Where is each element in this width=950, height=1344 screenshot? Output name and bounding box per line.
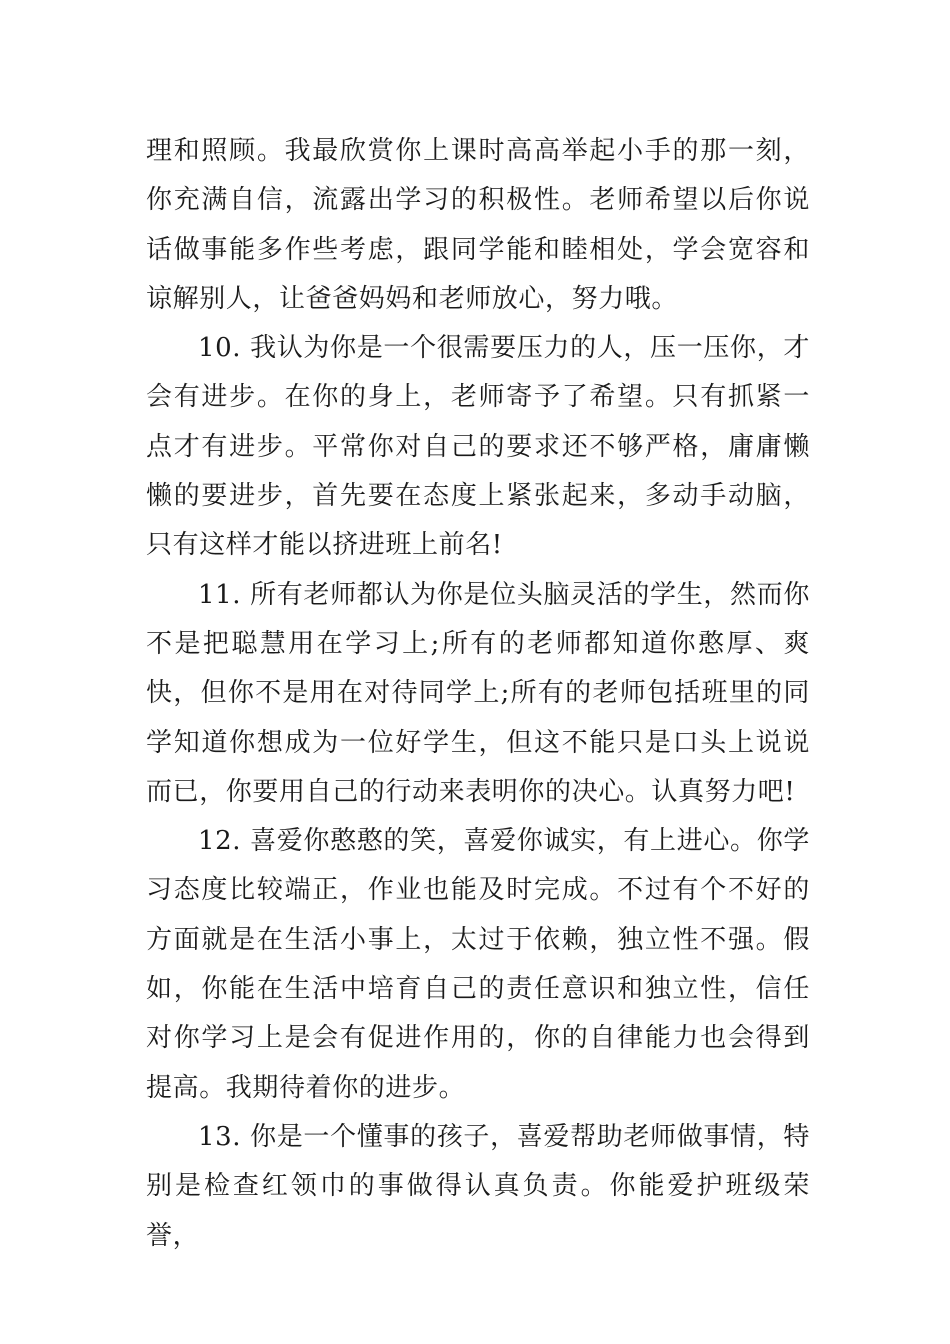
paragraph-item-10: 10. 我认为你是一个很需要压力的人，压一压你，才会有进步。在你的身上，老师寄予了希望。只有抓紧一点才有进步。平常你对自己的要求还不够严格，庸庸懒懒的要进步，首先要在态度上紧张起来，多动手动脑，只有这样才能以挤进班上前名! <box>146 333 810 561</box>
paragraph-item-12: 12. 喜爱你憨憨的笑，喜爱你诚实，有上进心。你学习态度比较端正，作业也能及时完成。不过有个不好的方面就是在生活小事上，太过于依赖，独立性不强。假如，你能在生活中培育自己的责任意识和独立性，信任对你学习上是会有促进作用的，你的自律能力也会得到提高。我期待着你的进步。 <box>146 826 810 1103</box>
paragraph-item-11: 11. 所有老师都认为你是位头脑灵活的学生，然而你不是把聪慧用在学习上;所有的老师都知道你憨厚、爽快，但你不是用在对待同学上;所有的老师包括班里的同学知道你想成为一位好学生，但这不能只是口头上说说而已，你要用自己的行动来表明你的决心。认真努力吧! <box>146 579 810 807</box>
document-body <box>146 127 810 1261</box>
paragraph-item-13: 13. 你是一个懂事的孩子，喜爱帮助老师做事情，特别是检查红领巾的事做得认真负责。你能爱护班级荣誉， <box>146 1121 810 1251</box>
paragraph-continuation: 理和照顾。我最欣赏你上课时高高举起小手的那一刻，你充满自信，流露出学习的积极性。老师希望以后你说话做事能多作些考虑，跟同学能和睦相处，学会宽容和谅解别人，让爸爸妈妈和老师放心，努力哦。 <box>146 136 810 314</box>
